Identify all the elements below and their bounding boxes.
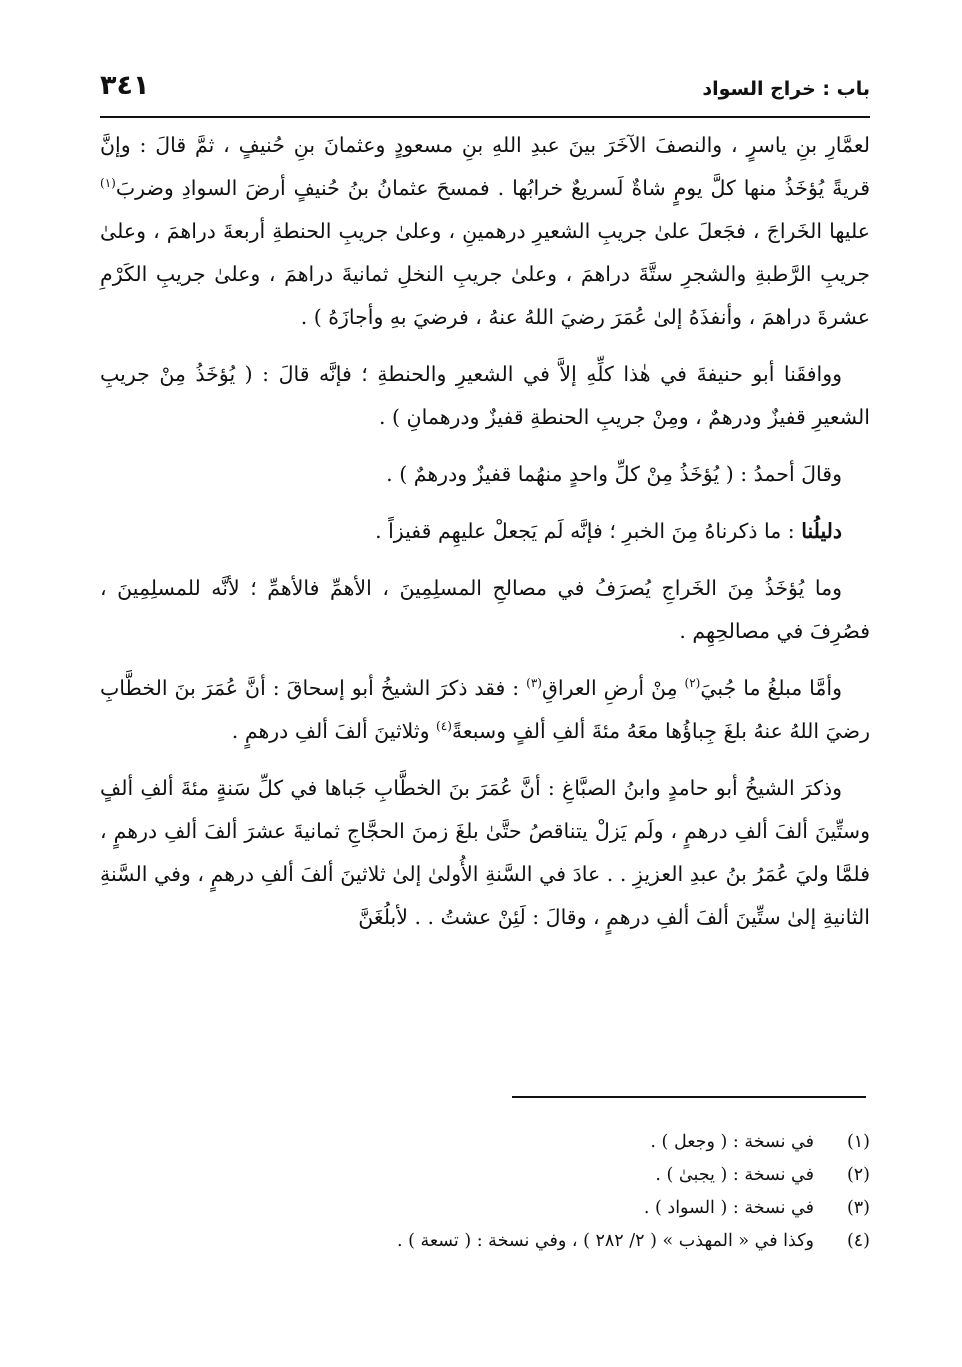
paragraph <box>100 567 870 653</box>
paragraph-text: وقالَ أحمدُ : ( يُؤخَذُ مِنْ كلِّ واحدٍ منهُما قفيزٌ ودرهمٌ ) . <box>386 462 842 486</box>
footnote-divider <box>512 1096 866 1098</box>
footnote-text: في نسخة : ( وجعل ) . <box>650 1132 814 1152</box>
paragraph-text: : فقد ذكرَ الشيخُ أبو إسحاقَ : أنَّ عُمَرَ بنَ الخطَّابِ رضيَ اللهُ عنهُ بلغَ جِباؤُها معَهُ مئةَ ألفِ ألفٍ وسبعةً <box>100 676 870 743</box>
running-header <box>100 70 870 114</box>
footnote-reference: (٣) <box>526 676 542 691</box>
paragraph <box>100 453 870 496</box>
paragraph <box>100 667 870 753</box>
footnote-number: (٢) <box>846 1165 870 1185</box>
footnote-number: (٣) <box>846 1198 870 1218</box>
footnote-item <box>100 1126 870 1159</box>
header-divider <box>100 116 870 118</box>
footnote-text: في نسخة : ( السواد ) . <box>643 1198 814 1218</box>
paragraph-text: عليها الخَراجَ ، فجَعلَ علىٰ جريبِ الشعيرِ درهمينِ ، وعلىٰ جريبِ الحنطةِ أربعةَ دراهمَ ، وعلىٰ جريبِ الرَّطبةِ والشجرِ ستَّةَ دراهمَ ، وعلىٰ جريبِ النخلِ ثمانيةَ دراهمَ ، وعلىٰ جريبِ الكَرْمِ عشرةَ دراهمَ ، وأنفذَهُ إلىٰ عُمَرَ رضيَ اللهُ عنهُ ، فرضيَ بهِ وأجازَهُ ) . <box>100 219 870 329</box>
paragraph-text: لعمَّارِ بنِ ياسرٍ ، والنصفَ الآخَرَ بينَ عبدِ اللهِ بنِ مسعودٍ وعثمانَ بنِ حُنيفٍ ، ثمَّ قالَ : وإنَّ قريةً يُؤخَذُ منها كلَّ يومٍ شاةٌ لَسريعٌ خرابُها . فمسحَ عثمانُ بنُ حُنيفٍ أرضَ السوادِ وضربَ <box>100 133 870 200</box>
paragraph-text: وما يُؤخَذُ مِنَ الخَراجِ يُصرَفُ في مصالحِ المسلِمِينَ ، الأهمِّ فالأهمِّ ؛ لأنَّه للمسلِمِينَ ، فصُرِفَ في مصالحِهِم . <box>100 576 870 643</box>
main-text <box>100 124 870 953</box>
paragraph <box>100 353 870 439</box>
footnote-item <box>100 1159 870 1192</box>
footnote-text: وكذا في « المهذب » ( ٢/ ٢٨٢ ) ، وفي نسخة : ( تسعة ) . <box>396 1231 814 1251</box>
page-number: ٣٤١ <box>100 70 150 101</box>
footnote-number: (١) <box>846 1132 870 1152</box>
paragraph <box>100 767 870 939</box>
footnotes <box>100 1126 870 1258</box>
footnote-item <box>100 1225 870 1258</box>
footnote-text: في نسخة : ( يجبىٰ ) . <box>655 1165 814 1185</box>
paragraph-text: مِنْ أرضِ العراقِ <box>541 676 685 700</box>
paragraph-text: وذكرَ الشيخُ أبو حامدٍ وابنُ الصبَّاغِ : أنَّ عُمَرَ بنَ الخطَّابِ جَباها في كلِّ سَنةٍ مئةَ ألفِ ألفٍ وستِّينَ ألفَ ألفِ درهمٍ ، ولَم يَزلْ يتناقصُ حتَّىٰ بلغَ زمنَ الحجَّاجِ ثمانيةَ عشرَ ألفَ ألفِ درهمٍ ، فلمَّا وليَ عُمَرُ بنُ عبدِ العزيزِ . . عادَ في السَّنةِ الأُولىٰ إلىٰ ثلاثينَ ألفَ ألفِ درهمٍ ، وفي السَّنةِ الثانيةِ إلىٰ ستِّينَ ألفَ ألفِ درهمٍ ، وقالَ : لَئِنْ عشتُ . . لأبلُغَنَّ <box>100 776 870 929</box>
footnote-number: (٤) <box>846 1231 870 1251</box>
paragraph-text: : ما ذكرناهُ مِنَ الخبرِ ؛ فإنَّه لَم يَجعلْ عليهِم قفيزاً . <box>375 519 802 543</box>
paragraph <box>100 510 870 553</box>
paragraph-text: ووافقَنا أبو حنيفةَ في هٰذا كلِّهِ إلاَّ في الشعيرِ والحنطةِ ؛ فإنَّه قالَ : ( يُؤخَذُ مِنْ جريبِ الشعيرِ قفيزٌ ودرهمٌ ، ومِنْ جريبِ الحنطةِ قفيزٌ ودرهمانِ ) . <box>100 362 870 429</box>
paragraph <box>100 124 870 339</box>
footnote-reference: (٤) <box>436 719 452 734</box>
chapter-title: باب : خراج السواد <box>702 78 870 100</box>
footnote-reference: (٢) <box>684 676 701 691</box>
paragraph-text: وثلاثينَ ألفَ ألفِ درهمٍ . <box>231 719 437 743</box>
footnote-item <box>100 1192 870 1225</box>
argument-label: دليلُنا <box>801 519 842 543</box>
paragraph-text: وأمَّا مبلغُ ما جُبيَ <box>700 676 842 700</box>
footnote-reference: (١) <box>100 176 116 191</box>
